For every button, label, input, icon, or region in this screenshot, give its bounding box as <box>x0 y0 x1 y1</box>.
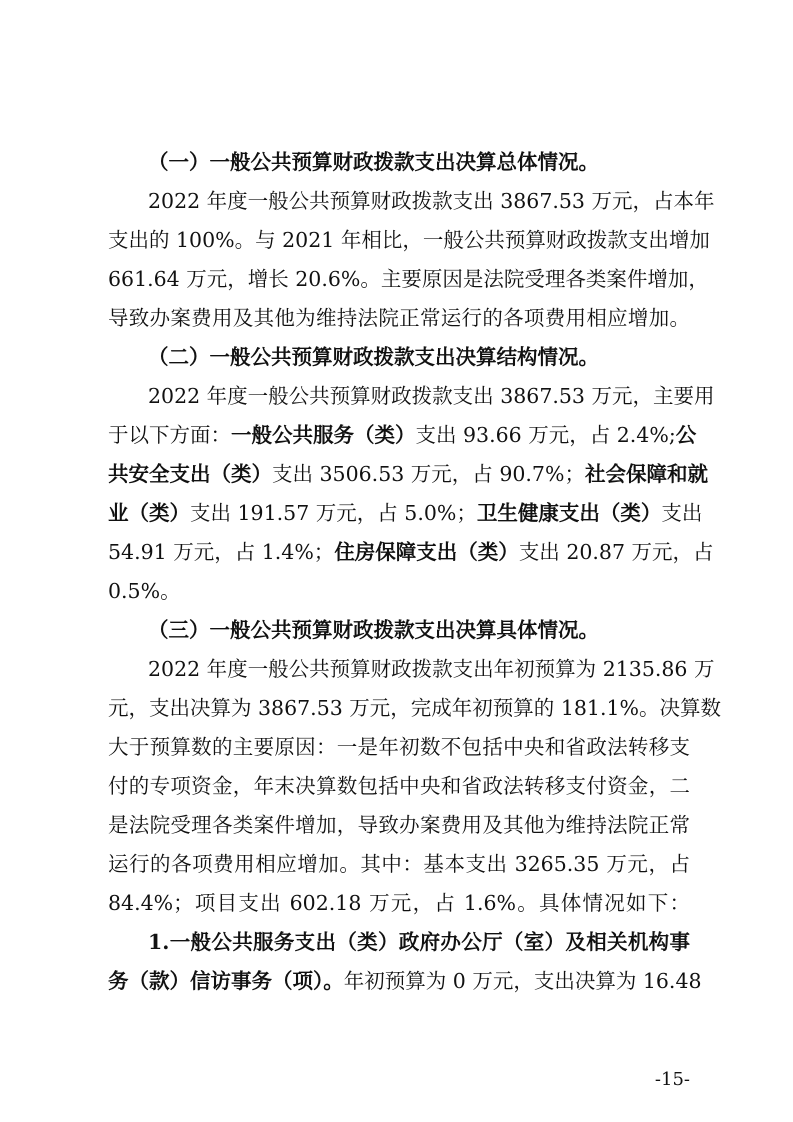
category-name: 共安全支出（类） <box>108 462 272 486</box>
paragraph-line <box>108 964 702 998</box>
text-run: 支出 93.66 万元，占 2.4%; <box>415 423 676 447</box>
text-run: 54.91 万元，占 1.4%； <box>108 540 335 564</box>
paragraph-line: 支出的 100%。与 2021 年相比，一般公共预算财政拨款支出增加 <box>108 228 710 252</box>
paragraph-line <box>108 535 714 569</box>
text-run: 支出 191.57 万元，占 5.0%； <box>190 501 477 525</box>
category-name: 一般公共服务（类） <box>231 423 416 447</box>
paragraph-line: 大于预算数的主要原因：一是年初数不包括中央和省政法转移支 <box>108 735 690 759</box>
text-run: 于以下方面： <box>108 423 231 447</box>
item-heading-1: 1.一般公共服务支出（类）政府办公厅（室）及相关机构事 <box>148 930 690 954</box>
paragraph-line <box>108 496 703 530</box>
paragraph-line: 2022 年度一般公共预算财政拨款支出年初预算为 2135.86 万 <box>148 657 715 681</box>
paragraph-line: 84.4%；项目支出 602.18 万元，占 1.6%。具体情况如下： <box>108 891 690 915</box>
category-name: 住房保障支出（类） <box>334 540 519 564</box>
paragraph-line: 2022 年度一般公共预算财政拨款支出 3867.53 万元，占本年 <box>148 189 715 213</box>
section-heading-2: （二）一般公共预算财政拨款支出决算结构情况。 <box>148 345 599 369</box>
section-heading-1: （一）一般公共预算财政拨款支出决算总体情况。 <box>148 150 599 174</box>
section-heading-3: （三）一般公共预算财政拨款支出决算具体情况。 <box>148 618 599 642</box>
paragraph-line: 导致办案费用及其他为维持法院正常运行的各项费用相应增加。 <box>108 306 690 330</box>
paragraph-line: 是法院受理各类案件增加，导致办案费用及其他为维持法院正常 <box>108 813 690 837</box>
paragraph-line: 元，支出决算为 3867.53 万元，完成年初预算的 181.1%。决算数 <box>108 696 721 720</box>
item-title: 务（款）信访事务（项）。 <box>108 969 344 993</box>
category-name: 卫生健康支出（类） <box>476 501 662 525</box>
paragraph-line: 2022 年度一般公共预算财政拨款支出 3867.53 万元，主要用 <box>148 384 715 408</box>
paragraph-line: 661.64 万元，增长 20.6%。主要原因是法院受理各类案件增加， <box>108 267 709 291</box>
paragraph-line: 0.5%。 <box>108 579 181 603</box>
paragraph-line <box>108 457 708 491</box>
category-name: 社会保障和就 <box>584 462 708 486</box>
category-name: 公 <box>675 423 697 447</box>
text-run: 支出 20.87 万元，占 <box>518 540 714 564</box>
text-run: 年初预算为 0 万元，支出决算为 16.48 <box>343 969 702 993</box>
paragraph-line: 付的专项资金，年末决算数包括中央和省政法转移支付资金，二 <box>108 774 690 798</box>
text-run: 支出 3506.53 万元，占 90.7%； <box>272 462 585 486</box>
text-run: 支出 <box>661 501 703 525</box>
paragraph-line: 运行的各项费用相应增加。其中：基本支出 3265.35 万元，占 <box>108 852 690 876</box>
category-name: 业（类） <box>108 501 190 525</box>
page-number: -15- <box>654 1069 690 1090</box>
paragraph-line <box>108 418 697 452</box>
